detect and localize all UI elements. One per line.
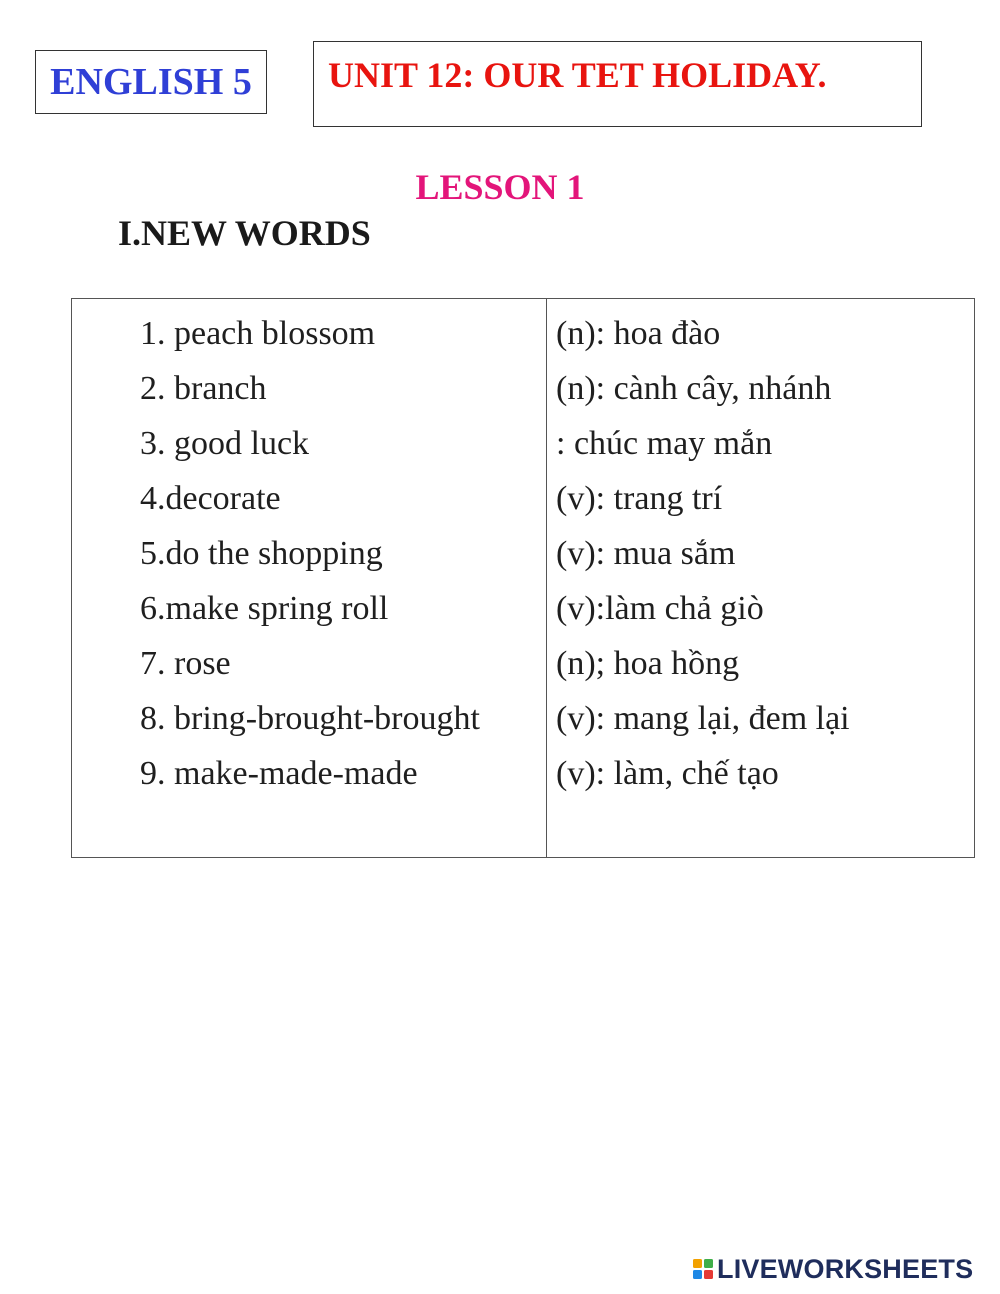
vocab-word: 3. good luck (140, 425, 310, 462)
vocab-word: 8. bring-brought-brought (140, 700, 480, 737)
vocab-meaning: (n): hoa đào (556, 315, 721, 352)
liveworksheets-brand[interactable] (692, 1254, 973, 1284)
unit-title-box (313, 41, 922, 127)
vocab-meaning: (n): cành cây, nhánh (556, 370, 832, 407)
vocab-word: 9. make-made-made (140, 755, 418, 792)
logo-block-2 (704, 1259, 713, 1268)
vocab-word: 4.decorate (140, 480, 281, 517)
vocab-meaning: (n); hoa hồng (556, 645, 740, 682)
vocab-word: 1. peach blossom (140, 315, 376, 352)
vocab-meaning: (v):làm chả giò (556, 590, 764, 627)
brand-name: LIVEWORKSHEETS (717, 1253, 974, 1284)
logo-block-1 (693, 1259, 702, 1268)
unit-title: UNIT 12: OUR TET HOLIDAY. (328, 55, 827, 95)
vocabulary-table (71, 298, 975, 858)
meanings-column (547, 299, 974, 857)
subject-title: ENGLISH 5 (50, 61, 252, 103)
logo-block-3 (693, 1270, 702, 1279)
vocab-meaning: (v): mua sắm (556, 535, 736, 572)
vocab-word: 7. rose (140, 645, 231, 682)
vocab-meaning: : chúc may mắn (556, 425, 773, 462)
lesson-title: LESSON 1 (415, 167, 585, 207)
english-words-column (72, 299, 547, 857)
subject-box (35, 50, 267, 114)
vocab-meaning: (v): làm, chế tạo (556, 755, 779, 792)
vocab-meaning: (v): mang lại, đem lại (556, 700, 850, 737)
liveworksheets-logo-icon (692, 1258, 714, 1280)
vocab-meaning: (v): trang trí (556, 480, 723, 517)
logo-block-4 (704, 1270, 713, 1279)
vocab-word: 6.make spring roll (140, 590, 389, 627)
vocab-word: 2. branch (140, 370, 267, 407)
vocab-word: 5.do the shopping (140, 535, 383, 572)
section-heading: I.NEW WORDS (118, 213, 371, 253)
